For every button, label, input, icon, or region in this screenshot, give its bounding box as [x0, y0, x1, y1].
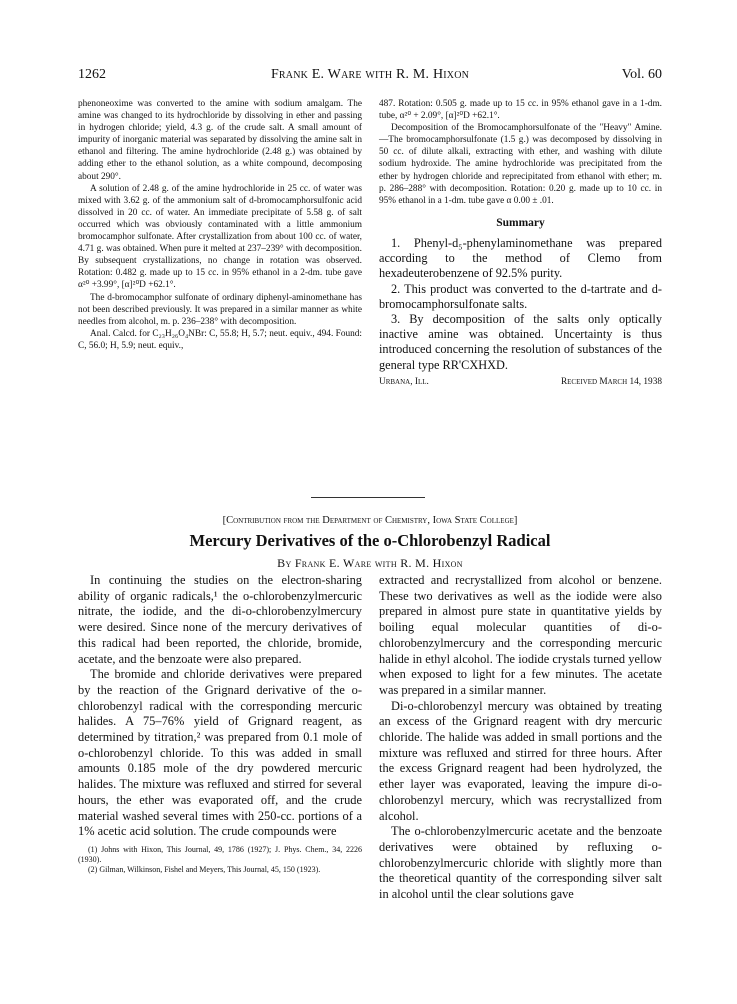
- paragraph: Decomposition of the Bromocamphorsulfonate of the "Heavy" Amine.—The bromocamphorsulfonate (1.5 g.) was decomposed by dissolving in 50 cc. of dilute alkali, extracting with ether, and washing with dilute sodium hydroxide. The amine hydrochloride was precipitated from the ether by hydrogen chloride and reprecipitated from ethanol with ether; m. p. 286–288° with decomposition. Rotation: 0.20 g. made up to 10 cc. in 95% ethanol in a 1-dm. tube gave α 0.00 ± .01.: [379, 123, 662, 206]
- contribution-line: [Contribution from the Department of Chemistry, Iowa State College]: [222, 515, 518, 526]
- page-number: 1262: [78, 67, 106, 82]
- footnote: (2) Gilman, Wilkinson, Fishel and Meyers, This Journal, 45, 150 (1923).: [88, 864, 321, 874]
- body-left-column: [78, 573, 362, 875]
- top-left-column: [78, 98, 362, 352]
- section-divider: [311, 497, 425, 498]
- top-right-column: [379, 98, 662, 390]
- footnotes: [78, 845, 362, 875]
- paragraph: The o-chlorobenzylmercuric acetate and the benzoate derivatives were obtained by refluxing o-chlorobenzylmercuric chloride with slightly more than the theoretical quantity of the corresponding silver salt in alcohol until the clear solutions gave: [379, 824, 662, 902]
- paragraph: phenoneoxime was converted to the amine with sodium amalgam. The amine was changed to its hydrochloride by dissolving in ether and passing in hydrogen chloride; yield, 4.3 g. of the crude salt. A small amount of impurity of inorganic material was separated by dissolving the amine salt in ethanol and filtering. The amine hydrochloride (2.48 g.) was obtained by adding ether to the ethanol solution, as a white compound, decomposing about 290°.: [78, 99, 362, 182]
- paragraph: The bromide and chloride derivatives were prepared by the reaction of the Grignard derivative of the o-chlorobenzyl radical with the corresponding mercuric halides. A 75–76% yield of Grignard reagent, as determined by titration,² was prepared from 0.1 mole of o-chlorobenzyl chloride. To this was added in small amounts 0.185 mole of the dry powdered mercuric halides. The mixture was refluxed and stirred for several hours, the ether was evaporated off, and the crude material washed several times with 250-cc. portions of a 1% acetic acid solution. The crude compounds were: [78, 667, 362, 839]
- byline: By Frank E. Ware with R. M. Hixon: [277, 556, 463, 570]
- signature-line: [379, 376, 662, 390]
- footnote: (1) Johns with Hixon, This Journal, 49, 1786 (1927); J. Phys. Chem., 34, 2226 (1930).: [78, 844, 362, 864]
- analysis-paragraph: Anal. Calcd. for C₂₃H₂₆O₄NBr: C, 55.8; H, 5.7; neut. equiv., 494. Found: C, 56.0; H, 5.9; neut. equiv.,: [78, 328, 362, 351]
- running-title: Frank E. Ware with R. M. Hixon: [270, 67, 470, 82]
- summary-item: 1. Phenyl-d₅-phenylaminomethane was prepared according to the method of Clemo from hexadeuterobenzene of 92.5% purity.: [379, 235, 662, 281]
- summary-item: 2. This product was converted to the d-tartrate and d-bromocamphorsulfonate salts.: [379, 281, 662, 311]
- paragraph: extracted and recrystallized from alcohol or benzene. These two derivatives as well as the iodide were also prepared in almost pure state in quantitative yields by boiling equal molecular quantities of di-o-chlorobenzylmercury and the corresponding mercuric halide in ethyl alcohol. The iodide crystals turned yellow when exposed to light for a few minutes. The acetate was prepared in a similar manner.: [379, 573, 662, 697]
- paragraph: 487. Rotation: 0.505 g. made up to 15 cc. in 95% ethanol gave in a 1-dm. tube, α²⁰ + 2.09°, [α]²⁰D +62.1°.: [379, 99, 662, 122]
- summary-list: [379, 236, 662, 373]
- paragraph: A solution of 2.48 g. of the amine hydrochloride in 25 cc. of water was mixed with 3.62 g. of the ammonium salt of d-bromocamphorsulfonic acid dissolved in 20 cc. of water. An immediate precipitate of 5.58 g. of salt occurred which was obviously contaminated with a little ammonium bromocamphor sulfonate. After crystallization from about 100 cc. of water, 4.71 g. was obtained. When pure it melted at 237–239° with decomposition. By subsequent crystallizations, no change in rotation was observed. Rotation: 0.482 g. made up to 15 cc. in 95% ethanol in a 2-dm. tube gave α²⁰ +3.99°, [α]²⁰D +62.1°.: [78, 183, 362, 291]
- volume-label: Vol. 60: [621, 67, 662, 82]
- page-header: [78, 67, 662, 83]
- paragraph: The d-bromocamphor sulfonate of ordinary diphenyl-aminomethane has not been described previously. It was prepared in a similar manner as white needles from alcohol, m. p. 236–238° with decomposition.: [78, 292, 362, 327]
- summary-heading: Summary: [496, 216, 545, 229]
- article-title: Mercury Derivatives of the o-Chlorobenzyl Radical: [189, 531, 551, 550]
- body-right-column: [379, 573, 662, 903]
- paragraph: In continuing the studies on the electron-sharing ability of organic radicals,¹ the o-chlorobenzylmercuric nitrate, the iodide, and the di-o-chlorobenzylmercury were desired. Since none of the mercury derivatives of this radical had been reported, the chloride, bromide, acetate, and the benzoate were also prepared.: [78, 573, 362, 666]
- summary-item: 3. By decomposition of the salts only optically inactive amine was obtained. Uncertainty is thus introduced concerning the resolution of substances of the general type RR'CXHXD.: [379, 311, 662, 372]
- city-label: Urbana, Ill.: [379, 376, 429, 387]
- received-date: Received March 14, 1938: [560, 376, 662, 387]
- paragraph: Di-o-chlorobenzyl mercury was obtained by treating an excess of the Grignard reagent with dry mercuric chloride. The halide was added in small portions and the mixture was refluxed and stirred for three hours. After the excess Grignard reagent had been hydrolyzed, the ether layer was evaporated, leaving the impure di-o-chlorobenzyl mercury, which was recrystallized from alcohol.: [379, 698, 662, 823]
